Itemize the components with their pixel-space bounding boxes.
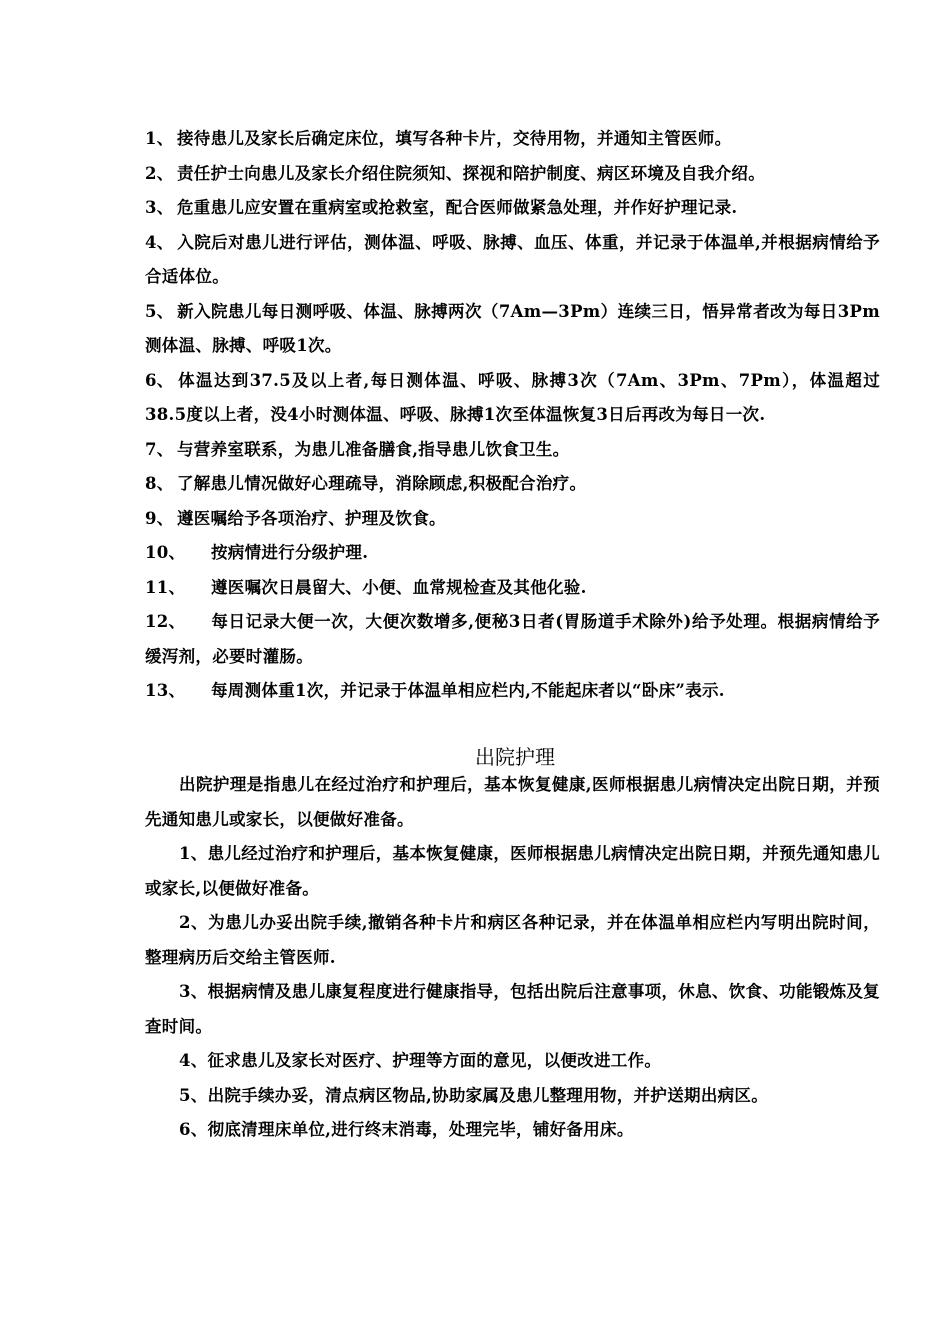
list-item (145, 122, 880, 157)
item-number: 3、 (145, 198, 174, 217)
item-text: 每日记录大便一次，大便次数增多,便秘3日者(胃肠道手术除外)给予处理。根据病情给予缓泻剂，必要时灌肠。 (145, 612, 880, 666)
item-number: 1、 (145, 129, 174, 148)
item-number: 2、 (145, 163, 174, 183)
item-text: 按病情进行分级护理. (211, 543, 369, 562)
item-number: 4、 (145, 232, 174, 252)
discharge-item: 3、根据病情及患儿康复程度进行健康指导，包括出院后注意事项，休息、饮食、功能锻炼及复查时间。 (145, 982, 880, 1036)
section-title: 出院护理 (475, 745, 555, 769)
item-number: 8、 (145, 474, 174, 493)
discharge-item: 4、征求患儿及家长对医疗、护理等方面的意见，以便改进工作。 (179, 1051, 662, 1070)
item-number: 5、 (145, 301, 174, 321)
list-item (145, 536, 880, 571)
item-text: 接待患儿及家长后确定床位，填写各种卡片，交待用物，并通知主管医师。 (177, 129, 732, 148)
item-number: 7、 (145, 439, 174, 459)
item-number: 12、 (145, 612, 186, 631)
discharge-item: 2、为患儿办妥出院手续,撤销各种卡片和病区各种记录，并在体温单相应栏内写明出院时间，整理病历后交给主管医师. (145, 913, 880, 967)
discharge-item: 5、出院手续办妥，清点病区物品,协助家属及患儿整理用物，并护送期出病区。 (179, 1085, 769, 1105)
item-text: 体温达到37.5及以上者,每日测体温、呼吸、脉搏3次（7Am、3Pm、7Pm），体温超过38.5度以上者，没4小时测体温、呼吸、脉搏1次至体温恢复3日后再改为每日一次. (145, 370, 880, 424)
intro-paragraph: 出院护理是指患儿在经过治疗和护理后，基本恢复健康,医师根据患儿病情决定出院日期，并预先通知患儿或家长，以便做好准备。 (145, 775, 880, 829)
admission-list (145, 122, 880, 709)
list-item (145, 467, 880, 502)
list-item (145, 502, 880, 537)
item-text: 遵医嘱次日晨留大、小便、血常规检查及其他化验. (211, 577, 587, 597)
list-item (145, 364, 880, 433)
item-text: 遵医嘱给予各项治疗、护理及饮食。 (177, 508, 446, 528)
item-number: 11、 (145, 577, 186, 597)
list-item (145, 157, 880, 192)
list-item (145, 295, 880, 364)
list-item (145, 226, 880, 295)
item-text: 与营养室联系，为患儿准备膳食,指导患儿饮食卫生。 (177, 439, 570, 459)
item-text: 每周测体重1次，并记录于体温单相应栏内,不能起床者以“卧床”表示. (211, 681, 725, 700)
list-item (145, 433, 880, 468)
item-number: 13、 (145, 681, 186, 700)
discharge-item: 1、患儿经过治疗和护理后，基本恢复健康，医师根据患儿病情决定出院日期，并预先通知患儿或家长,以便做好准备。 (145, 844, 880, 898)
item-text: 入院后对患儿进行评估，测体温、呼吸、脉搏、血压、体重，并记录于体温单,并根据病情给予合适体位。 (145, 232, 880, 286)
list-item (145, 571, 880, 606)
discharge-item: 6、彻底清理床单位,进行终末消毒，处理完毕，铺好备用床。 (179, 1120, 634, 1139)
list-item (145, 605, 880, 674)
discharge-section (145, 768, 880, 1148)
item-number: 10、 (145, 543, 186, 562)
list-item (145, 674, 880, 709)
item-text: 责任护士向患儿及家长介绍住院须知、探视和陪护制度、病区环境及自我介绍。 (177, 163, 765, 183)
list-item (145, 191, 880, 226)
item-text: 了解患儿情况做好心理疏导，消除顾虑,积极配合治疗。 (177, 474, 587, 493)
item-text: 危重患儿应安置在重病室或抢救室，配合医师做紧急处理，并作好护理记录. (177, 198, 738, 217)
item-number: 9、 (145, 508, 174, 528)
item-number: 6、 (145, 370, 174, 390)
item-text: 新入院患儿每日测呼吸、体温、脉搏两次（7Am—3Pm）连续三日，悟异常者改为每日3Pm测体温、脉搏、呼吸1次。 (145, 301, 880, 355)
